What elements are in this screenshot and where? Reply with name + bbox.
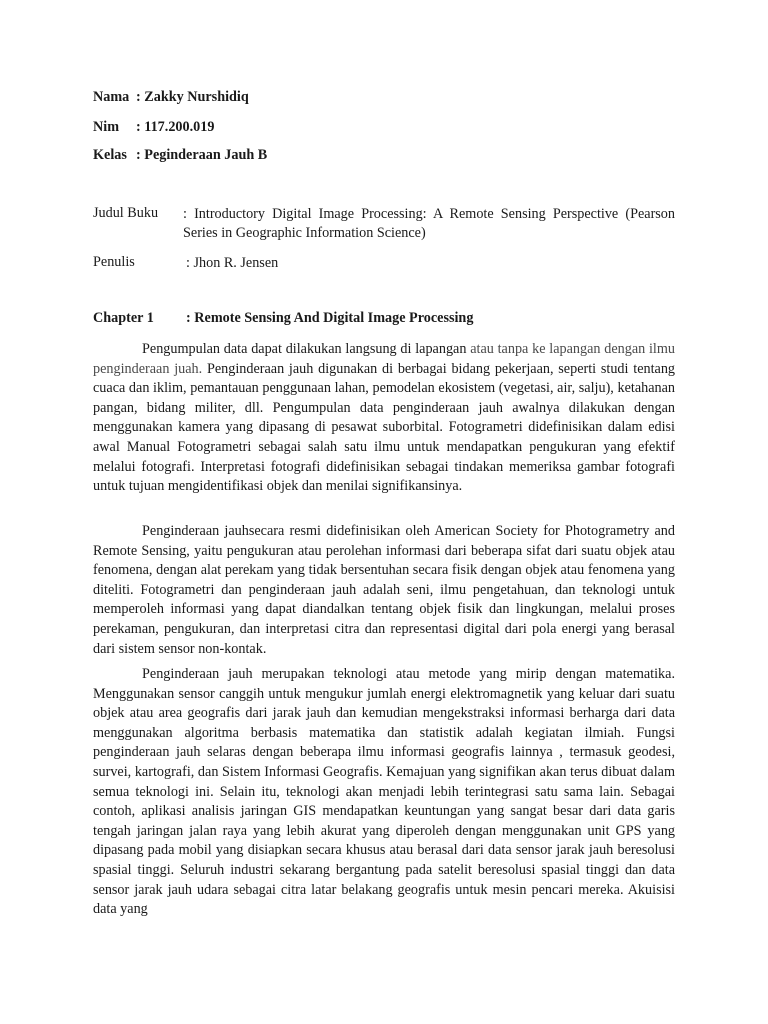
- paragraph-1: [93, 340, 675, 497]
- nama-row: [93, 89, 393, 107]
- nim-value: : 117.200.019: [136, 119, 215, 135]
- chapter-label: Chapter 1: [93, 310, 154, 326]
- paragraph-1-part-c: Penginderaan jauh digunakan di berbagai bidang pekerjaan, seperti studi tentang cuaca dan iklim, pemantauan penggunaan lahan, pemodelan ekosistem (vegetasi, air, salju), ketahanan pangan, bidang militer, dll. Pengumpulan data penginderaan jauh awalnya dilakukan dengan menggunakan kamera yang dipasang di pesawat suborbital. Fotogrametri didefinisikan dalam edisi awal Manual Fotogrametri sebagai salah satu ilmu untuk mendapatkan pengukuran yang efektif melalui fotografi. Interpretasi fotografi didefinisikan sebagai tindakan memeriksa gambar fotografi untuk tujuan mengidentifikasi objek dan menilai signifikansinya.: [93, 360, 676, 495]
- nama-label: Nama: [93, 89, 130, 105]
- paragraph-2: Penginderaan jauhsecara resmi didefinisikan oleh American Society for Photogrametry and Remote Sensing, yaitu pengukuran atau perolehan informasi dari beberapa sifat dari suatu objek atau fenomena, dengan alat perekam yang tidak bersentuhan secara fisik dengan objek atau fenomena yang diteliti. Fotogrametri dan penginderaan jauh adalah seni, ilmu pengetahuan, dan teknologi untuk memperoleh informasi yang dapat diandalkan tentang objek fisik dan lingkungan, melalui proses perekaman, pengukuran, dan interpretasi citra dan representasi digital dari pola energi yang berasal dari sistem sensor non-kontak.: [93, 523, 675, 657]
- nama-value: : Zakky Nurshidiq: [136, 89, 249, 105]
- paragraph-1-part-b: atau tanpa ke lapangan dengan ilmu penginderaan juah.: [93, 341, 675, 377]
- paragraph-3: Penginderaan jauh merupakan teknologi atau metode yang mirip dengan matematika. Menggunakan sensor canggih untuk mengukur jumlah energi elektromagnetik yang keluar dari suatu objek atau area geografis dari jarak jauh dan kemudian mengekstraksi informasi berharga dari data menggunakan algoritma berbasis matematika dan statistik adalah kegiatan ilmiah. Fungsi penginderaan jauh selaras dengan beberapa ilmu informasi geografis lainnya , termasuk geodesi, survei, kartografi, dan Sistem Informasi Geografis. Kemajuan yang signifikan akan terus dibuat dalam semua teknologi ini. Selain itu, teknologi akan menjadi lebih terintegrasi satu sama lain. Sebagai contoh, aplikasi analisis jaringan GIS mendapatkan keuntungan yang sangat besar dari data garis tengah jaringan jalan raya yang lebih akurat yang diperoleh dengan menggunakan unit GPS yang dipasang pada mobil yang disiapkan secara khusus atau berasal dari data sensor jarak jauh beresolusi spasial tinggi. Seluruh industri sekarang bergantung pada satelit beresolusi spasial tinggi dan data sensor jarak jauh udara sebagai citra latar belakang geografis untuk mesin pencari mereka. Akuisisi data yang: [93, 666, 675, 918]
- nim-label: Nim: [93, 119, 120, 135]
- penulis-value: : Jhon R. Jensen: [186, 255, 279, 271]
- penulis-label: Penulis: [93, 254, 135, 270]
- nim-row: [93, 119, 393, 137]
- judul-buku-value: : Introductory Digital Image Processing: A Remote Sensing Perspective (Pearson Series in Geographic Information Science): [183, 206, 675, 241]
- paragraph-1-part-a: Pengumpulan data dapat dilakukan langsung di lapangan: [142, 341, 471, 357]
- chapter-title: : Remote Sensing And Digital Image Processing: [186, 310, 474, 326]
- kelas-value: : Peginderaan Jauh B: [136, 147, 268, 163]
- kelas-row: [93, 147, 393, 165]
- kelas-label: Kelas: [93, 147, 127, 163]
- judul-buku-label: Judul Buku: [93, 205, 159, 221]
